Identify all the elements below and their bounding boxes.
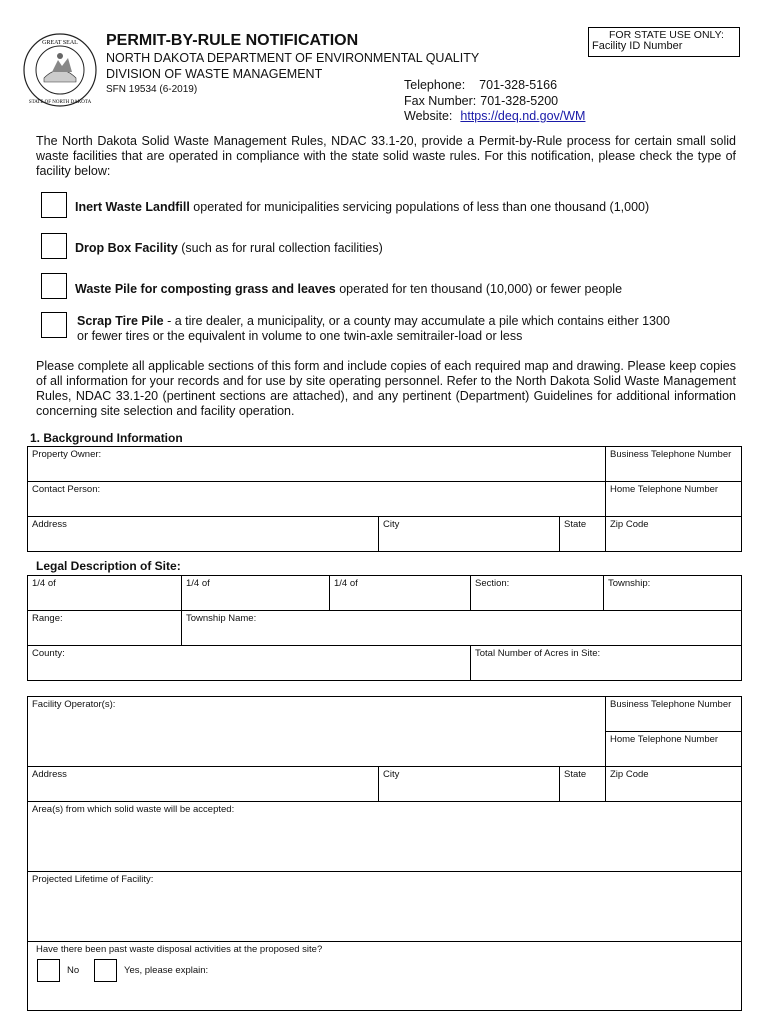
no-label: No xyxy=(67,965,80,976)
past-activities-no-checkbox[interactable] xyxy=(37,959,60,982)
yes-label: Yes, please explain: xyxy=(124,965,209,976)
county-field[interactable]: County: xyxy=(27,645,471,681)
division-name: DIVISION OF WASTE MANAGEMENT xyxy=(106,67,323,81)
quarter-1-field[interactable]: 1/4 of xyxy=(27,575,182,611)
operator-address-field[interactable]: Address xyxy=(27,766,379,802)
home-phone-field[interactable]: Home Telephone Number xyxy=(605,481,742,517)
scrap-tire-checkbox[interactable] xyxy=(41,312,67,338)
drop-box-checkbox[interactable] xyxy=(41,233,67,259)
past-activities-box xyxy=(27,941,742,1011)
facility-operator-field[interactable]: Facility Operator(s): xyxy=(27,696,606,767)
state-seal xyxy=(22,32,98,108)
waste-pile-checkbox[interactable] xyxy=(41,273,67,299)
inert-landfill-label: Inert Waste Landfill operated for municipalities servicing populations of less than one thousand (1,000) xyxy=(75,200,650,214)
telephone-line: Telephone: 701-328-5166 xyxy=(404,78,558,92)
svg-text:STATE OF NORTH DAKOTA: STATE OF NORTH DAKOTA xyxy=(28,100,92,105)
quarter-2-field[interactable]: 1/4 of xyxy=(181,575,330,611)
contact-person-field[interactable]: Contact Person: xyxy=(27,481,606,517)
property-owner-field[interactable]: Property Owner: xyxy=(27,446,606,482)
range-field[interactable]: Range: xyxy=(27,610,182,646)
city-field[interactable]: City xyxy=(378,516,560,552)
township-field[interactable]: Township: xyxy=(603,575,742,611)
intro-paragraph: The North Dakota Solid Waste Management Rules, NDAC 33.1-20, provide a Permit-by-Rule process for certain small solid waste facilities that are operated in compliance with the state solid waste rules. For this notification, please check the type of facility below: xyxy=(36,134,736,178)
section-1-heading: 1. Background Information xyxy=(30,431,183,445)
drop-box-label: Drop Box Facility (such as for rural collection facilities) xyxy=(75,241,383,255)
form-number: SFN 19534 (6-2019) xyxy=(106,84,198,95)
operator-business-phone-field[interactable]: Business Telephone Number xyxy=(605,696,742,732)
operator-city-field[interactable]: City xyxy=(378,766,560,802)
state-use-box xyxy=(588,27,740,57)
operator-zip-field[interactable]: Zip Code xyxy=(605,766,742,802)
past-activities-question: Have there been past waste disposal activities at the proposed site? xyxy=(36,944,323,955)
fax-line: Fax Number: 701-328-5200 xyxy=(404,94,559,108)
total-acres-field[interactable]: Total Number of Acres in Site: xyxy=(470,645,742,681)
department-name: NORTH DAKOTA DEPARTMENT OF ENVIRONMENTAL QUALITY xyxy=(106,51,480,65)
state-field[interactable]: State xyxy=(559,516,606,552)
operator-state-field[interactable]: State xyxy=(559,766,606,802)
operator-home-phone-field[interactable]: Home Telephone Number xyxy=(605,731,742,767)
quarter-3-field[interactable]: 1/4 of xyxy=(329,575,471,611)
instructions-paragraph: Please complete all applicable sections of this form and include copies of each required map and drawing. Please keep copies of all information for your records and for use by site operating personnel. Refer to the North Dakota Solid Waste Management Rules, NDAC 33.1-20 (pertinent sections are attached), and any pertinent (Department) Guidelines for additional information concerning site selection and facility operation. xyxy=(36,359,736,418)
past-activities-yes-checkbox[interactable] xyxy=(94,959,117,982)
projected-lifetime-field[interactable]: Projected Lifetime of Facility: xyxy=(27,871,742,942)
scrap-tire-label: Scrap Tire Pile - a tire dealer, a municipality, or a county may accumulate a pile which contains either 1300 or fewer tires or the equivalent in volume to one twin-axle semitrailer-load or less xyxy=(77,314,670,343)
section-field[interactable]: Section: xyxy=(470,575,604,611)
svg-text:GREAT SEAL: GREAT SEAL xyxy=(42,40,78,46)
township-name-field[interactable]: Township Name: xyxy=(181,610,742,646)
business-phone-field[interactable]: Business Telephone Number xyxy=(605,446,742,482)
website-link[interactable]: https://deq.nd.gov/WM xyxy=(460,109,586,123)
zip-field[interactable]: Zip Code xyxy=(605,516,742,552)
inert-landfill-checkbox[interactable] xyxy=(41,192,67,218)
state-use-label: FOR STATE USE ONLY: xyxy=(609,29,724,41)
areas-accepted-field[interactable]: Area(s) from which solid waste will be accepted: xyxy=(27,801,742,872)
form-title: PERMIT-BY-RULE NOTIFICATION xyxy=(106,32,359,49)
address-field[interactable]: Address xyxy=(27,516,379,552)
facility-id-label: Facility ID Number xyxy=(592,40,683,52)
legal-description-heading: Legal Description of Site: xyxy=(36,559,181,573)
waste-pile-label: Waste Pile for composting grass and leaves operated for ten thousand (10,000) or fewer people xyxy=(75,282,623,296)
website-line: Website: https://deq.nd.gov/WM xyxy=(404,109,586,123)
